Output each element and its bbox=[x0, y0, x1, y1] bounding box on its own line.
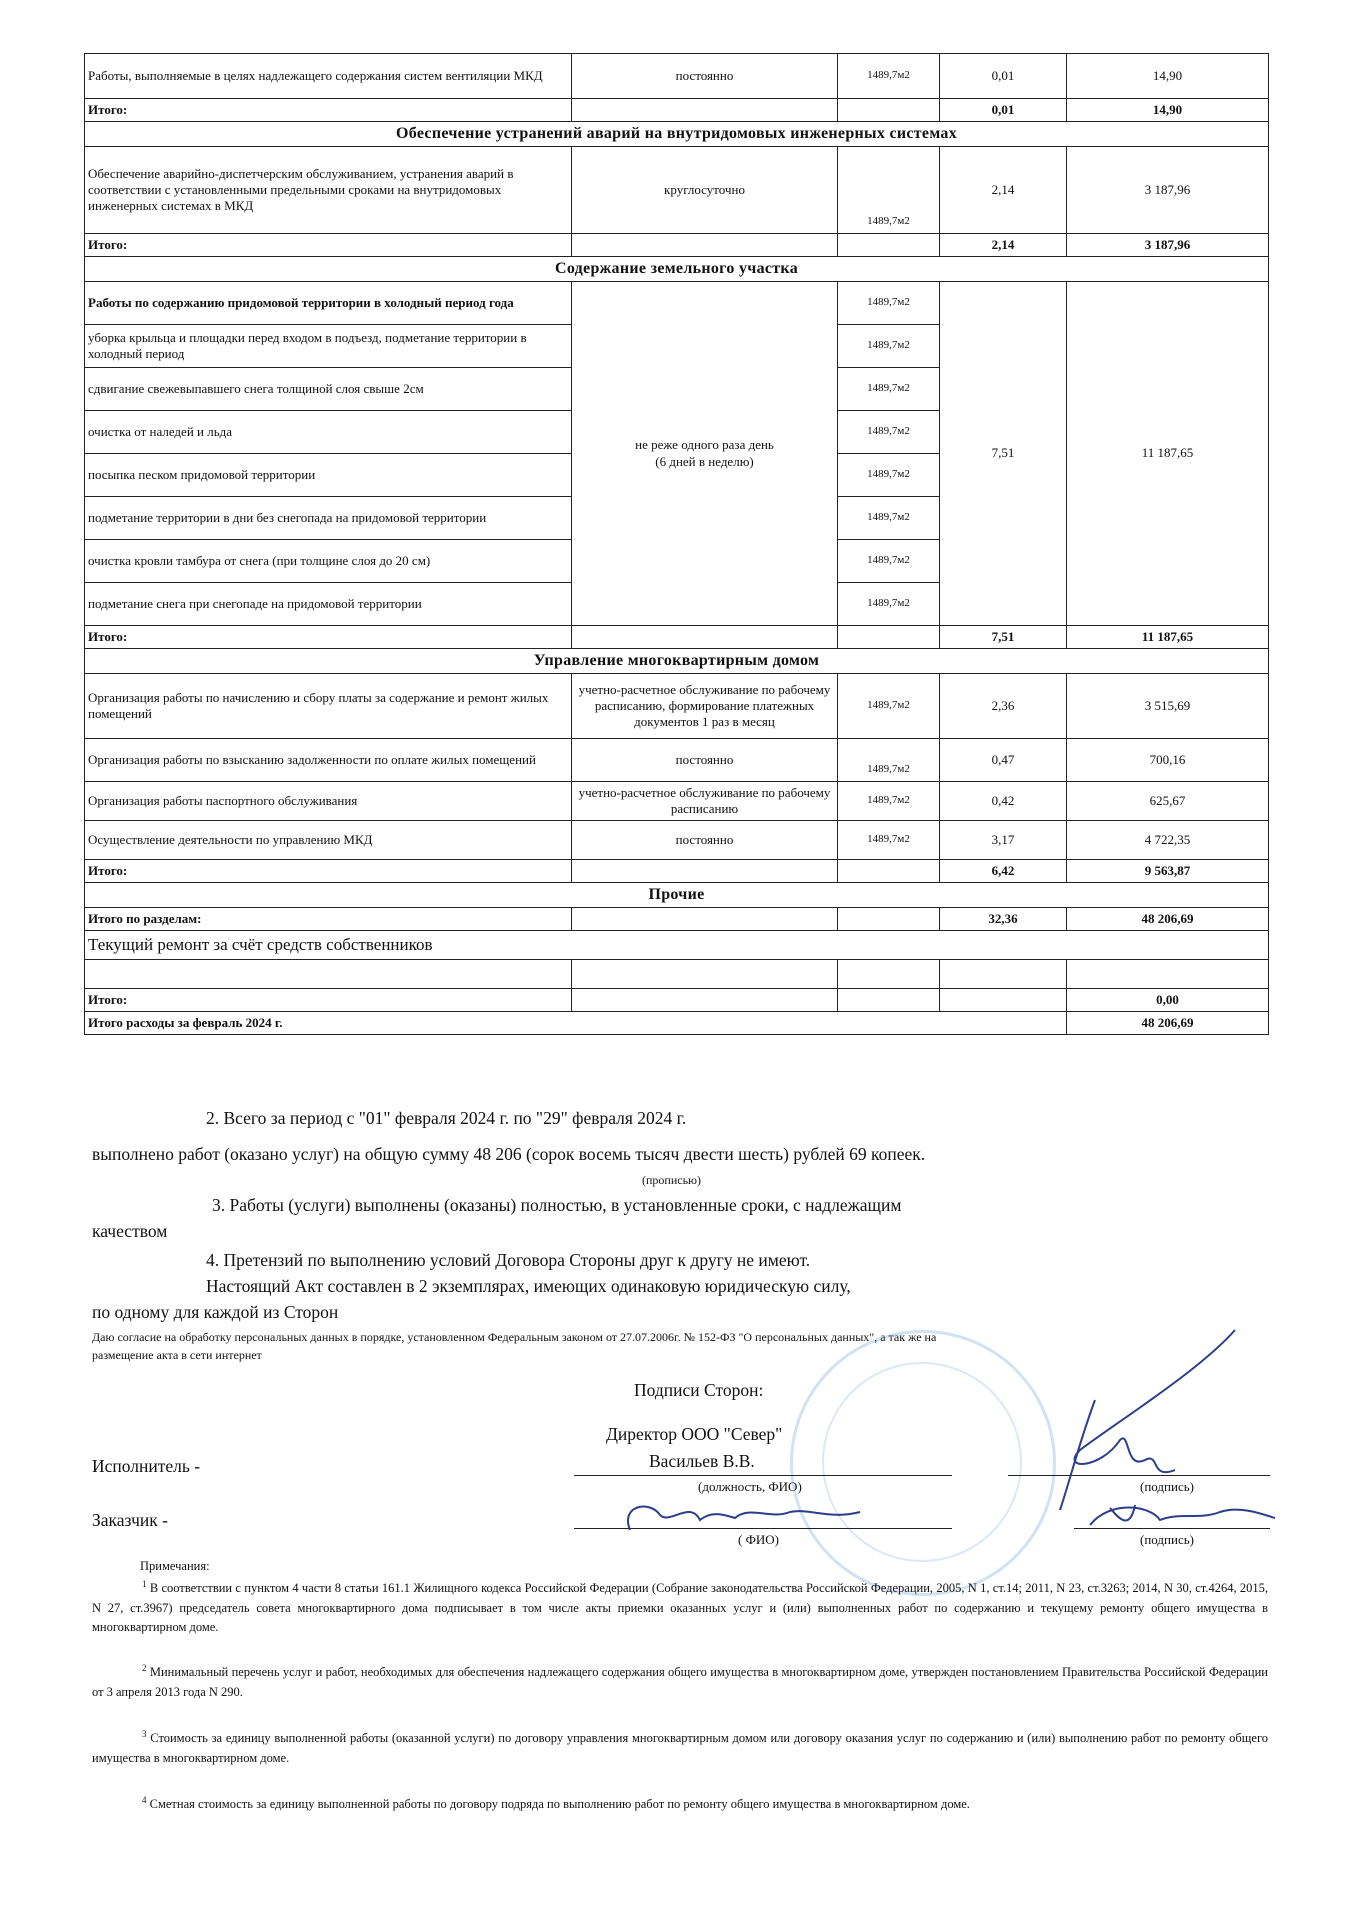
total-sum: 48 206,69 bbox=[1067, 908, 1269, 931]
service-sum: 4 722,35 bbox=[1067, 821, 1269, 860]
service-sum: 625,67 bbox=[1067, 782, 1269, 821]
service-name: уборка крыльца и площадки перед входом в подъезд, подметание территории в холодный период bbox=[85, 325, 572, 368]
section-title: Прочие bbox=[85, 883, 1269, 908]
paragraph-5-end: по одному для каждой из Сторон bbox=[92, 1302, 339, 1322]
paragraph-2-sum: выполнено работ (оказано услуг) на общую сумму 48 206 (сорок восемь тысяч двести шесть) рублей 69 копеек. bbox=[92, 1144, 926, 1164]
service-sum: 3 187,96 bbox=[1067, 147, 1269, 234]
total-label: Итого расходы за февраль 2024 г. bbox=[85, 1012, 1067, 1035]
service-area: 1489,7м2 bbox=[838, 368, 940, 411]
service-sum: 700,16 bbox=[1067, 739, 1269, 782]
signature-caption-1: (подпись) bbox=[1140, 1479, 1194, 1494]
service-area: 1489,7м2 bbox=[838, 54, 940, 99]
total-rate: 2,14 bbox=[940, 234, 1067, 257]
service-area: 1489,7м2 bbox=[838, 782, 940, 821]
note-1: $^1$ В соответствии с пунктом 4 части 8 статьи 161.1 Жилищного кодекса Российской Федерации (Собрание законодательства Российской Федерации, 2005, N 1, ст.14; 2011, N 23, ст.3263; 2014, N 30, ст.4264, 2015, N 27, ст.3967) председатель совета многоквартирного дома подписывает в том числе акты приемки оказанных услуг и (или) выполненных работ по содержанию и текущему ремонту общего имущества в многоквартирном доме. bbox=[92, 1579, 1269, 1634]
paragraph-4: 4. Претензий по выполнению условий Договора Стороны друг к другу не имеют. bbox=[206, 1250, 811, 1270]
service-name: Обеспечение аварийно-диспетчерским обслуживанием, устранения аварий в соответствии с установленными предельными сроками на внутридомовых инженерных системах в МКД bbox=[85, 147, 572, 234]
service-rate: 2,14 bbox=[940, 147, 1067, 234]
total-rate: 0,01 bbox=[940, 99, 1067, 122]
service-name: Работы по содержанию придомовой территории в холодный период года bbox=[85, 282, 572, 325]
service-rate: 3,17 bbox=[940, 821, 1067, 860]
signatures-title: Подписи Сторон: bbox=[634, 1380, 764, 1400]
service-area: 1489,7м2 bbox=[838, 674, 940, 739]
service-name: посыпка песком придомовой территории bbox=[85, 454, 572, 497]
paragraph-2: 2. Всего за период с "01" февраля 2024 г. по "29" февраля 2024 г. bbox=[206, 1108, 687, 1128]
note-4: $^4$ Сметная стоимость за единицу выполненной работы по договору подряда по выполнению работ по ремонту общего имущества в многоквартирном доме. bbox=[142, 1795, 970, 1812]
section-title: Содержание земельного участка bbox=[85, 257, 1269, 282]
service-area: 1489,7м2 bbox=[838, 454, 940, 497]
paragraph-3: 3. Работы (услуги) выполнены (оказаны) полностью, в установленные сроки, с надлежащим bbox=[212, 1195, 902, 1215]
director-position: Директор ООО "Север" bbox=[606, 1424, 783, 1444]
service-name: Организация работы по начислению и сбору платы за содержание и ремонт жилых помещений bbox=[85, 674, 572, 739]
fio-caption: ( ФИО) bbox=[738, 1532, 779, 1547]
note-3: $^3$ Стоимость за единицу выполненной работы (оказанной услуги) по договору управления многоквартирным домом или договору оказания услуг по содержанию и (или) выполнению работ по ремонту общего имущества в многоквартирном доме. bbox=[92, 1729, 1269, 1765]
service-rate: 0,42 bbox=[940, 782, 1067, 821]
service-name: подметание территории в дни без снегопада на придомовой территории bbox=[85, 497, 572, 540]
service-period: постоянно bbox=[572, 54, 838, 99]
service-rate: 0,01 bbox=[940, 54, 1067, 99]
executor-label: Исполнитель - bbox=[92, 1456, 201, 1476]
service-name: очистка от наледей и льда bbox=[85, 411, 572, 454]
service-area: 1489,7м2 bbox=[838, 147, 940, 234]
total-sum: 11 187,65 bbox=[1067, 626, 1269, 649]
service-rate: 7,51 bbox=[940, 282, 1067, 626]
note-2: $^2$ Минимальный перечень услуг и работ, необходимых для обеспечения надлежащего содержания общего имущества в многоквартирном доме, утвержден постановлением Правительства Российской Федерации от 3 апреля 2013 года N 290. bbox=[92, 1663, 1268, 1699]
total-sum: 9 563,87 bbox=[1067, 860, 1269, 883]
service-area: 1489,7м2 bbox=[838, 583, 940, 626]
repair-title: Текущий ремонт за счёт средств собственников bbox=[85, 931, 1269, 960]
notes-title: Примечания: bbox=[140, 1559, 210, 1573]
service-rate: 2,36 bbox=[940, 674, 1067, 739]
service-rate: 0,47 bbox=[940, 739, 1067, 782]
propis-caption: (прописью) bbox=[642, 1173, 702, 1187]
service-area: 1489,7м2 bbox=[838, 282, 940, 325]
customer-fio-signature bbox=[628, 1507, 860, 1530]
service-area: 1489,7м2 bbox=[838, 739, 940, 782]
service-period: постоянно bbox=[572, 821, 838, 860]
service-area: 1489,7м2 bbox=[838, 411, 940, 454]
customer-label: Заказчик - bbox=[92, 1510, 168, 1530]
consent-line-2: размещение акта в сети интернет bbox=[92, 1348, 262, 1362]
total-sum: 0,00 bbox=[1067, 989, 1269, 1012]
service-area: 1489,7м2 bbox=[838, 325, 940, 368]
section-title: Управление многоквартирным домом bbox=[85, 649, 1269, 674]
service-name: сдвигание свежевыпавшего снега толщиной слоя свыше 2см bbox=[85, 368, 572, 411]
service-period: круглосуточно bbox=[572, 147, 838, 234]
service-period: учетно-расчетное обслуживание по рабочему расписанию bbox=[572, 782, 838, 821]
total-rate: 7,51 bbox=[940, 626, 1067, 649]
service-area: 1489,7м2 bbox=[838, 540, 940, 583]
service-name: очистка кровли тамбура от снега (при толщине слоя до 20 см) bbox=[85, 540, 572, 583]
service-sum: 3 515,69 bbox=[1067, 674, 1269, 739]
service-name: Организация работы по взысканию задолженности по оплате жилых помещений bbox=[85, 739, 572, 782]
customer-signature bbox=[1090, 1505, 1275, 1525]
service-sum: 11 187,65 bbox=[1067, 282, 1269, 626]
service-name: подметание снега при снегопаде на придомовой территории bbox=[85, 583, 572, 626]
total-rate: 32,36 bbox=[940, 908, 1067, 931]
service-name: Работы, выполняемые в целях надлежащего содержания систем вентиляции МКД bbox=[85, 54, 572, 99]
total-label: Итого: bbox=[85, 860, 572, 883]
signature-caption-2: (подпись) bbox=[1140, 1532, 1194, 1547]
section-title: Обеспечение устранений аварий на внутридомовых инженерных системах bbox=[85, 122, 1269, 147]
service-period: не реже одного раза день (6 дней в неделю) bbox=[572, 282, 838, 626]
consent-line-1: Даю согласие на обработку персональных данных в порядке, установленном Федеральным законом от 27.07.2006г. № 152-ФЗ "О персональных данных", а так же на bbox=[92, 1330, 937, 1344]
total-label: Итого по разделам: bbox=[85, 908, 572, 931]
total-sum: 14,90 bbox=[1067, 99, 1269, 122]
service-name: Осуществление деятельности по управлению МКД bbox=[85, 821, 572, 860]
total-label: Итого: bbox=[85, 234, 572, 257]
director-name: Васильев В.В. bbox=[649, 1451, 755, 1471]
service-area: 1489,7м2 bbox=[838, 821, 940, 860]
service-period: учетно-расчетное обслуживание по рабочему расписанию, формирование платежных документов 1 раз в месяц bbox=[572, 674, 838, 739]
paragraph-3-end: качеством bbox=[92, 1221, 168, 1241]
total-sum: 3 187,96 bbox=[1067, 234, 1269, 257]
paragraph-5: Настоящий Акт составлен в 2 экземплярах, имеющих одинаковую юридическую силу, bbox=[206, 1276, 851, 1296]
executor-signature bbox=[1075, 1330, 1235, 1472]
total-label: Итого: bbox=[85, 989, 572, 1012]
position-fio-caption: (должность, ФИО) bbox=[698, 1479, 802, 1494]
total-rate: 6,42 bbox=[940, 860, 1067, 883]
service-name: Организация работы паспортного обслуживания bbox=[85, 782, 572, 821]
total-sum: 48 206,69 bbox=[1067, 1012, 1269, 1035]
total-label: Итого: bbox=[85, 99, 572, 122]
service-period: постоянно bbox=[572, 739, 838, 782]
service-sum: 14,90 bbox=[1067, 54, 1269, 99]
total-label: Итого: bbox=[85, 626, 572, 649]
service-area: 1489,7м2 bbox=[838, 497, 940, 540]
